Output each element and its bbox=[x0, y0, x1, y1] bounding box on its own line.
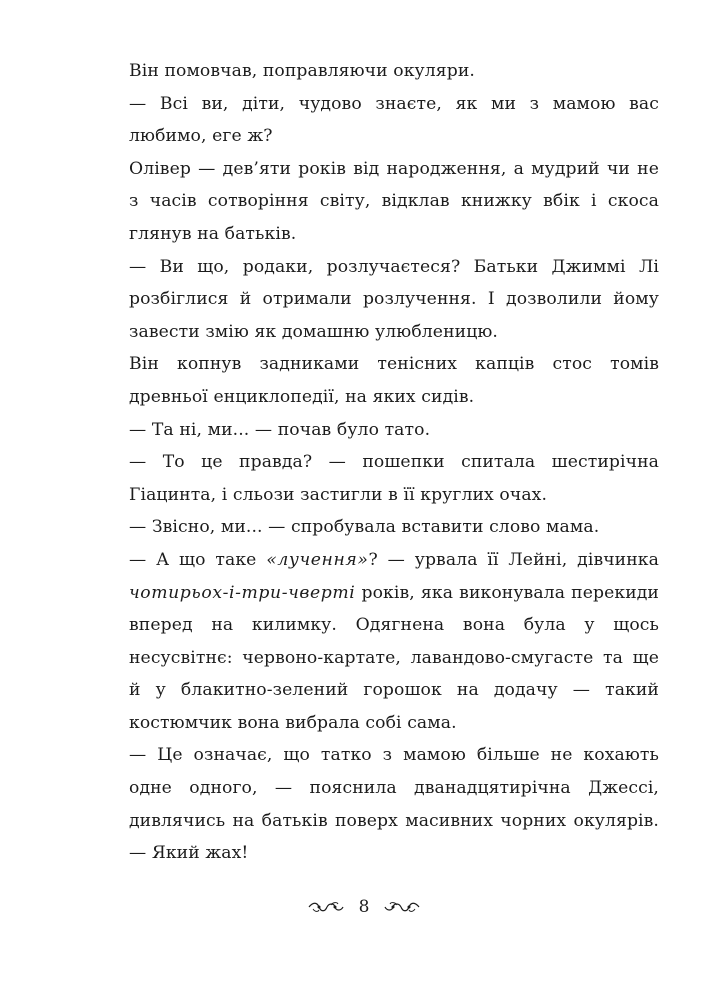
text-run: — Це означає, що татко з мамою більше не кохають одне одного, — пояснила дванадцятирічна Джессі, дивлячись на батьків поверх масивних чорних окулярів. — Який жах! bbox=[129, 745, 659, 864]
paragraph bbox=[129, 511, 659, 544]
floral-ornament-left-icon bbox=[307, 900, 345, 914]
body-text bbox=[129, 55, 659, 870]
text-run: Олівер — дев’яти років від народження, а мудрий чи не з часів сотворіння світу, відклав книжку вбік і скоса глянув на батьків. bbox=[129, 158, 659, 244]
paragraph bbox=[129, 739, 659, 869]
text-run: Він помовчав, поправляючи окуляри. bbox=[129, 61, 475, 81]
paragraph bbox=[129, 544, 659, 740]
text-run: Він копнув задниками тенісних капців стос томів древньої енциклопедії, на яких сидів. bbox=[129, 354, 659, 407]
floral-ornament-right-icon bbox=[383, 900, 421, 914]
paragraph bbox=[129, 348, 659, 413]
italic-text: чотирьох-і-три-чверті bbox=[129, 582, 356, 603]
text-run: — То це правда? — пошепки спитала шестирічна Гіацинта, і сльози застигли в її круглих очах. bbox=[129, 452, 659, 505]
text-run: — А що таке bbox=[129, 549, 267, 570]
text-run: — Всі ви, діти, чудово знаєте, як ми з мамою вас любимо, еге ж? bbox=[129, 93, 659, 147]
text-run: років, яка виконувала перекиди вперед на килимку. Одягнена вона була у щось несусвітнє: червоно-картате, лавандово-смугасте та ще й у блакитно-зелений горошок на додачу — такий костюмчик вона вибрала собі сама. bbox=[129, 582, 659, 733]
page-number: 8 bbox=[358, 897, 370, 917]
italic-text: «лучення» bbox=[266, 549, 369, 570]
paragraph bbox=[129, 153, 659, 251]
paragraph bbox=[129, 446, 659, 511]
paragraph bbox=[129, 55, 659, 88]
paragraph bbox=[129, 414, 659, 447]
paragraph bbox=[129, 251, 659, 349]
text-run: — Ви що, родаки, розлучаєтеся? Батьки Джиммі Лі розбіглися й отримали розлучення. І дозволили йому завести змію як домашню улюбленицю. bbox=[129, 256, 659, 342]
paragraph bbox=[129, 88, 659, 153]
text-run: — Звісно, ми... — спробувала вставити слово мама. bbox=[129, 517, 600, 538]
text-run: — Та ні, ми... — почав було тато. bbox=[129, 419, 431, 440]
text-run: ? — урвала її Лейні, дівчинка bbox=[368, 549, 659, 570]
page-footer bbox=[0, 892, 728, 922]
